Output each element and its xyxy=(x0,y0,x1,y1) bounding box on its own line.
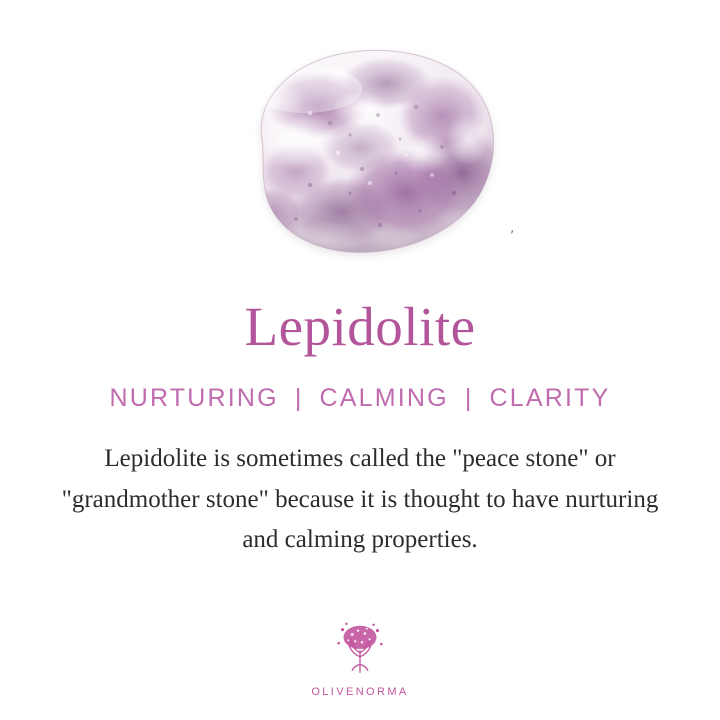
brand-name: OLIVENORMA xyxy=(311,686,409,698)
keyword-separator-1: | xyxy=(294,383,304,412)
stone-speck-icon: ʼ xyxy=(510,228,515,244)
page-title: Lepidolite xyxy=(244,296,476,357)
keyword-clarity: CLARITY xyxy=(489,383,611,412)
description-text: Lepidolite is sometimes called the "peace stone" or "grandmother stone" because it is thought to have nurturing and calming properties. xyxy=(61,444,659,554)
keyword-list xyxy=(107,384,612,413)
lepidolite-stone-illustration xyxy=(210,43,510,258)
brand-footer xyxy=(0,618,720,698)
keyword-calming: CALMING xyxy=(319,383,449,412)
keyword-separator-2: | xyxy=(464,383,474,412)
keyword-nurturing: NURTURING xyxy=(109,383,279,412)
stone-image xyxy=(210,43,515,258)
tree-of-life-icon xyxy=(329,618,391,680)
stone-image-area xyxy=(0,0,720,290)
